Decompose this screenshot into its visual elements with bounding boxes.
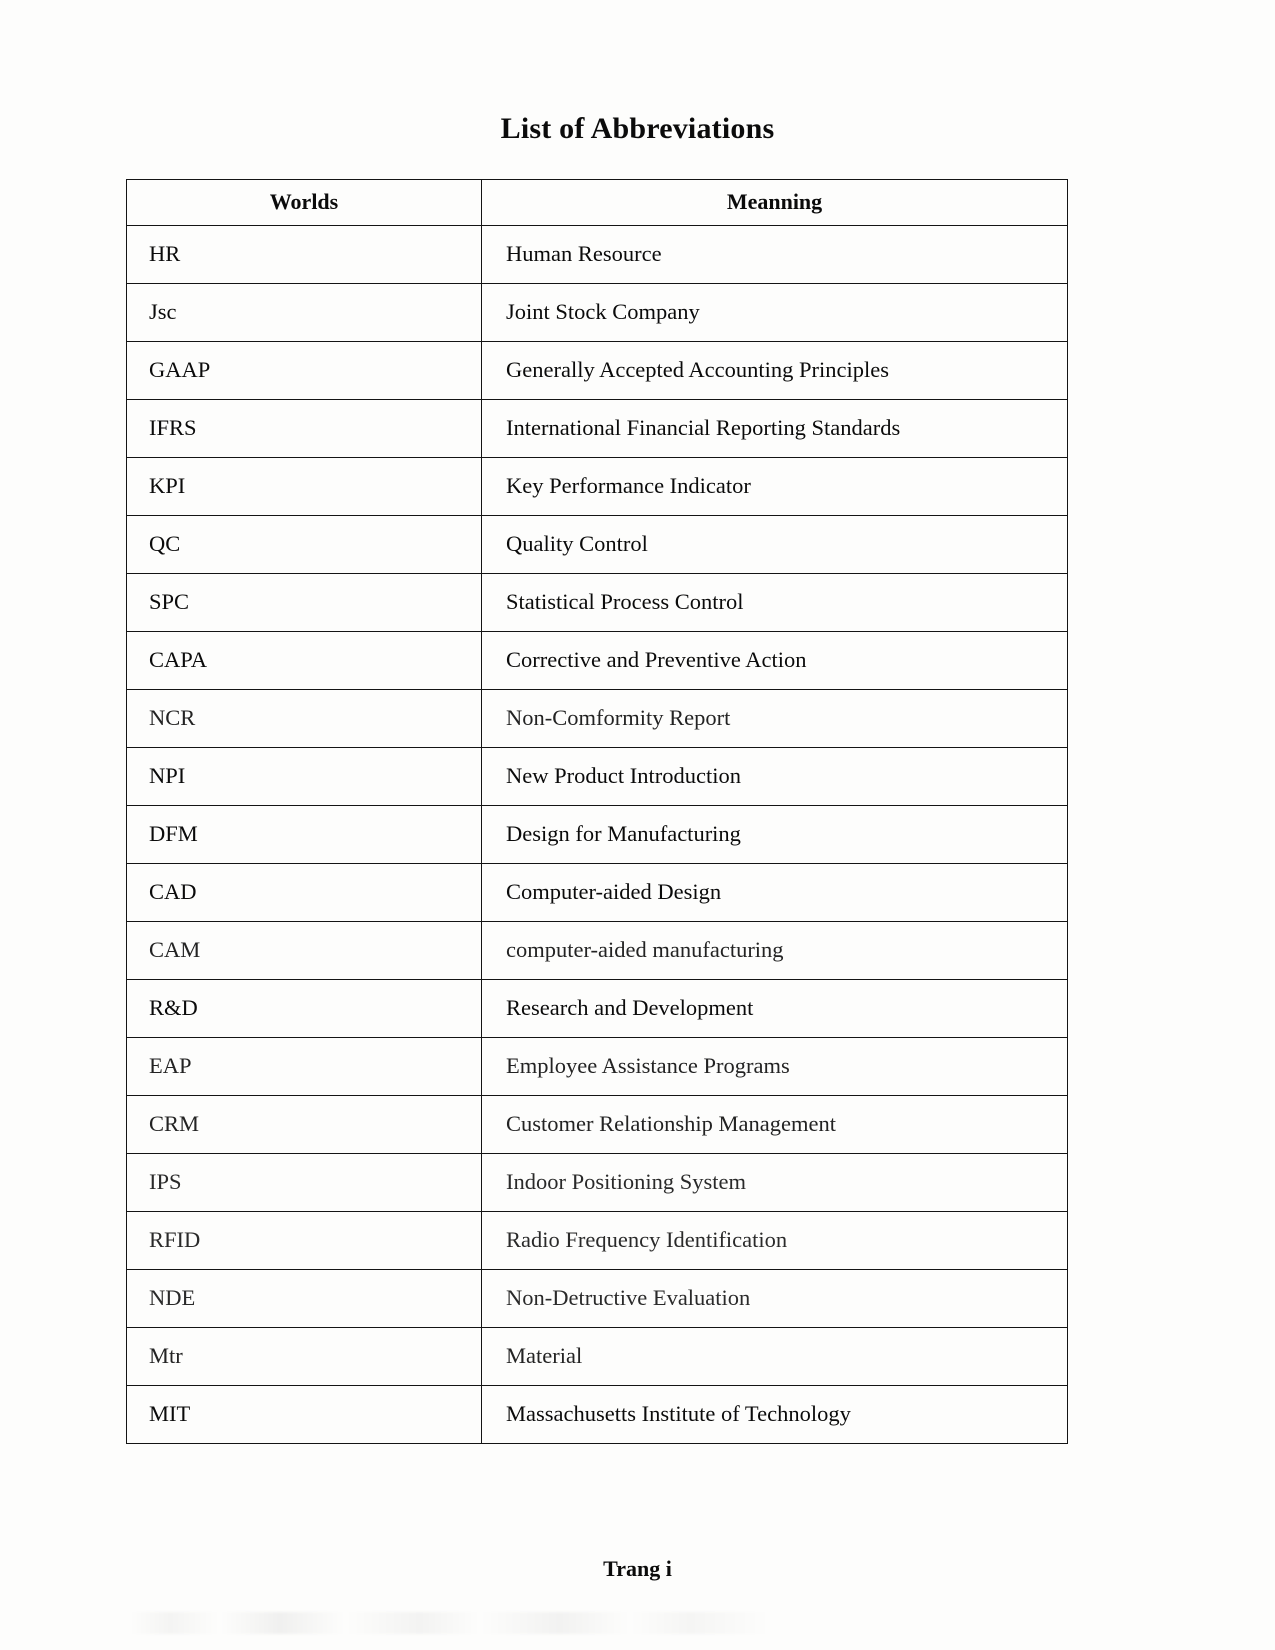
meaning-cell: Key Performance Indicator	[482, 458, 1068, 516]
meaning-cell: International Financial Reporting Standards	[482, 400, 1068, 458]
abbreviation-cell: NPI	[127, 748, 482, 806]
table-row	[127, 690, 1068, 748]
abbreviation-cell: IFRS	[127, 400, 482, 458]
table-row	[127, 806, 1068, 864]
table-row	[127, 1212, 1068, 1270]
meaning-cell: Massachusetts Institute of Technology	[482, 1386, 1068, 1444]
page-footer: Trang i	[603, 1556, 672, 1581]
meaning-cell: Employee Assistance Programs	[482, 1038, 1068, 1096]
table-row	[127, 922, 1068, 980]
abbreviation-cell: Jsc	[127, 284, 482, 342]
meaning-cell: Research and Development	[482, 980, 1068, 1038]
table-row	[127, 342, 1068, 400]
table-row	[127, 458, 1068, 516]
abbreviation-cell: GAAP	[127, 342, 482, 400]
table-row	[127, 1270, 1068, 1328]
table-row	[127, 1328, 1068, 1386]
meaning-cell: Human Resource	[482, 226, 1068, 284]
meaning-cell: Indoor Positioning System	[482, 1154, 1068, 1212]
meaning-cell: Non-Comformity Report	[482, 690, 1068, 748]
table-row	[127, 864, 1068, 922]
scan-artifact	[130, 1612, 770, 1634]
meaning-cell: Generally Accepted Accounting Principles	[482, 342, 1068, 400]
meaning-cell: Joint Stock Company	[482, 284, 1068, 342]
meaning-cell: Material	[482, 1328, 1068, 1386]
abbreviations-table	[126, 179, 1068, 1444]
meaning-cell: Corrective and Preventive Action	[482, 632, 1068, 690]
meaning-cell: New Product Introduction	[482, 748, 1068, 806]
meaning-cell: Computer-aided Design	[482, 864, 1068, 922]
meaning-cell: Design for Manufacturing	[482, 806, 1068, 864]
table-row	[127, 1154, 1068, 1212]
abbreviation-cell: CAM	[127, 922, 482, 980]
meaning-cell: Statistical Process Control	[482, 574, 1068, 632]
table-row	[127, 226, 1068, 284]
abbreviation-cell: R&D	[127, 980, 482, 1038]
abbreviation-cell: SPC	[127, 574, 482, 632]
abbreviation-cell: NCR	[127, 690, 482, 748]
table-row	[127, 980, 1068, 1038]
abbreviation-cell: NDE	[127, 1270, 482, 1328]
table-row	[127, 1386, 1068, 1444]
table-row	[127, 748, 1068, 806]
abbreviation-cell: RFID	[127, 1212, 482, 1270]
column-header-worlds: Worlds	[127, 180, 482, 226]
table-row	[127, 574, 1068, 632]
abbreviation-cell: CAD	[127, 864, 482, 922]
abbreviation-cell: HR	[127, 226, 482, 284]
meaning-cell: Quality Control	[482, 516, 1068, 574]
table-row	[127, 284, 1068, 342]
abbreviation-cell: DFM	[127, 806, 482, 864]
abbreviation-cell: IPS	[127, 1154, 482, 1212]
abbreviation-cell: CRM	[127, 1096, 482, 1154]
abbreviation-cell: QC	[127, 516, 482, 574]
meaning-cell: Radio Frequency Identification	[482, 1212, 1068, 1270]
abbreviation-cell: MIT	[127, 1386, 482, 1444]
abbreviation-cell: EAP	[127, 1038, 482, 1096]
column-header-meanning: Meanning	[482, 180, 1068, 226]
meaning-cell: Non-Detructive Evaluation	[482, 1270, 1068, 1328]
abbreviation-cell: Mtr	[127, 1328, 482, 1386]
abbreviation-cell: CAPA	[127, 632, 482, 690]
table-body	[127, 226, 1068, 1444]
page-title: List of Abbreviations	[500, 112, 775, 146]
meaning-cell: computer-aided manufacturing	[482, 922, 1068, 980]
meaning-cell: Customer Relationship Management	[482, 1096, 1068, 1154]
table-row	[127, 516, 1068, 574]
abbreviation-cell: KPI	[127, 458, 482, 516]
table-row	[127, 400, 1068, 458]
table-row	[127, 632, 1068, 690]
table-row	[127, 1038, 1068, 1096]
table-header	[127, 180, 1068, 226]
table-row	[127, 1096, 1068, 1154]
table-header-row	[127, 180, 1068, 226]
